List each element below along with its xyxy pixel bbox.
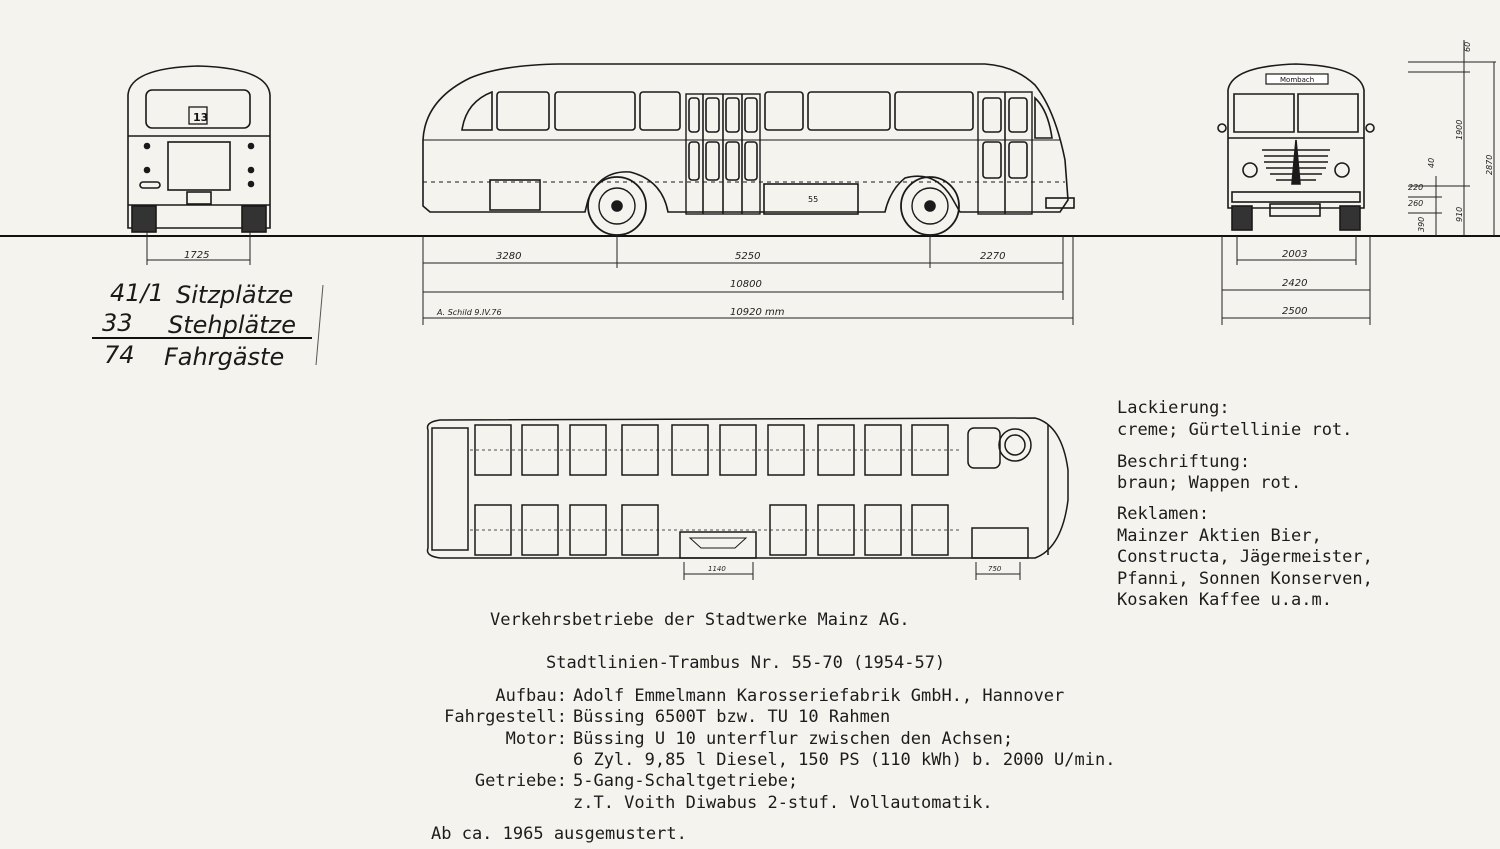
overall-width-label: 2500 (1282, 306, 1308, 317)
seats-label: Sitzplätze (176, 281, 294, 309)
mirror-width-label: 2420 (1282, 278, 1308, 289)
spec-label-fahrgestell: Fahrgestell: (444, 707, 567, 727)
door-1140-label: 1140 (708, 565, 726, 573)
height-1900-label: 1900 (1455, 119, 1464, 140)
spec-value-getriebe: 5-Gang-Schaltgetriebe; (573, 771, 799, 791)
standing-label: Stehplätze (168, 311, 297, 339)
fleet-number-text: 55 (808, 195, 819, 204)
signature-label: A. Schild 9.IV.76 (437, 308, 502, 317)
model-title: Stadtlinien-Trambus Nr. 55-70 (1954-57) (546, 653, 946, 673)
body-length-label: 10800 (730, 279, 762, 290)
bus-front-view (1218, 64, 1374, 230)
height-220-label: 220 (1408, 183, 1424, 192)
spec-value-getriebe-2: z.T. Voith Diwabus 2-stuf. Vollautomatik. (573, 793, 993, 813)
spec-value-motor: Büssing U 10 unterflur zwischen den Achsen; (573, 729, 1014, 749)
spec-label-motor: Motor: (505, 729, 567, 749)
spec-value-fahrgestell: Büssing 6500T bzw. TU 10 Rahmen (573, 707, 891, 727)
paint-label: Lackierung: (1117, 398, 1230, 418)
height-2870-label: 2870 (1485, 154, 1494, 175)
lettering-value: braun; Wappen rot. (1117, 473, 1302, 493)
height-260-label: 260 (1408, 199, 1424, 208)
operator-title: Verkehrsbetriebe der Stadtwerke Mainz AG. (490, 610, 910, 630)
bus-floor-plan (428, 418, 1069, 558)
ads-line: Pfanni, Sonnen Konserven, (1117, 569, 1373, 589)
total-length-label: 10920 mm (730, 307, 785, 318)
height-910-label: 910 (1455, 206, 1464, 222)
ads-label: Reklamen: (1117, 504, 1210, 524)
rear-overhang-label: 2270 (980, 251, 1006, 262)
track-width-label: 2003 (1282, 249, 1308, 260)
total-number: 74 (104, 341, 135, 369)
total-label: Fahrgäste (164, 343, 285, 371)
spec-label-aufbau: Aufbau: (495, 686, 567, 706)
spec-label-getriebe: Getriebe: (474, 771, 567, 791)
ads-line: Constructa, Jägermeister, (1117, 547, 1373, 567)
bus-rear-view (128, 66, 270, 232)
height-40-label: 40 (1427, 157, 1436, 168)
seats-number: 41/1 (110, 279, 164, 307)
standing-number: 33 (102, 309, 133, 337)
rear-sign-text: 13 (193, 111, 209, 124)
rear-width-label: 1725 (184, 250, 210, 261)
ads-line: Kosaken Kaffee u.a.m. (1117, 590, 1332, 610)
door-750-label: 750 (988, 565, 1002, 573)
ads-line: Mainzer Aktien Bier, (1117, 526, 1322, 546)
height-60-label: 60 (1463, 41, 1472, 52)
lettering-label: Beschriftung: (1117, 452, 1251, 472)
retired-note: Ab ca. 1965 ausgemustert. (431, 824, 687, 844)
height-390-label: 390 (1417, 216, 1426, 232)
wheelbase-label: 5250 (735, 251, 761, 262)
bus-side-view (423, 64, 1074, 235)
spec-value-motor-2: 6 Zyl. 9,85 l Diesel, 150 PS (110 kWh) b. 2000 U/min. (573, 750, 1116, 770)
paint-value: creme; Gürtellinie rot. (1117, 420, 1353, 440)
spec-value-aufbau: Adolf Emmelmann Karosseriefabrik GmbH., Hannover (573, 686, 1065, 706)
front-overhang-label: 3280 (496, 251, 522, 262)
door-dimension-lines (684, 562, 1020, 580)
front-sign-text: Mombach (1280, 76, 1315, 84)
